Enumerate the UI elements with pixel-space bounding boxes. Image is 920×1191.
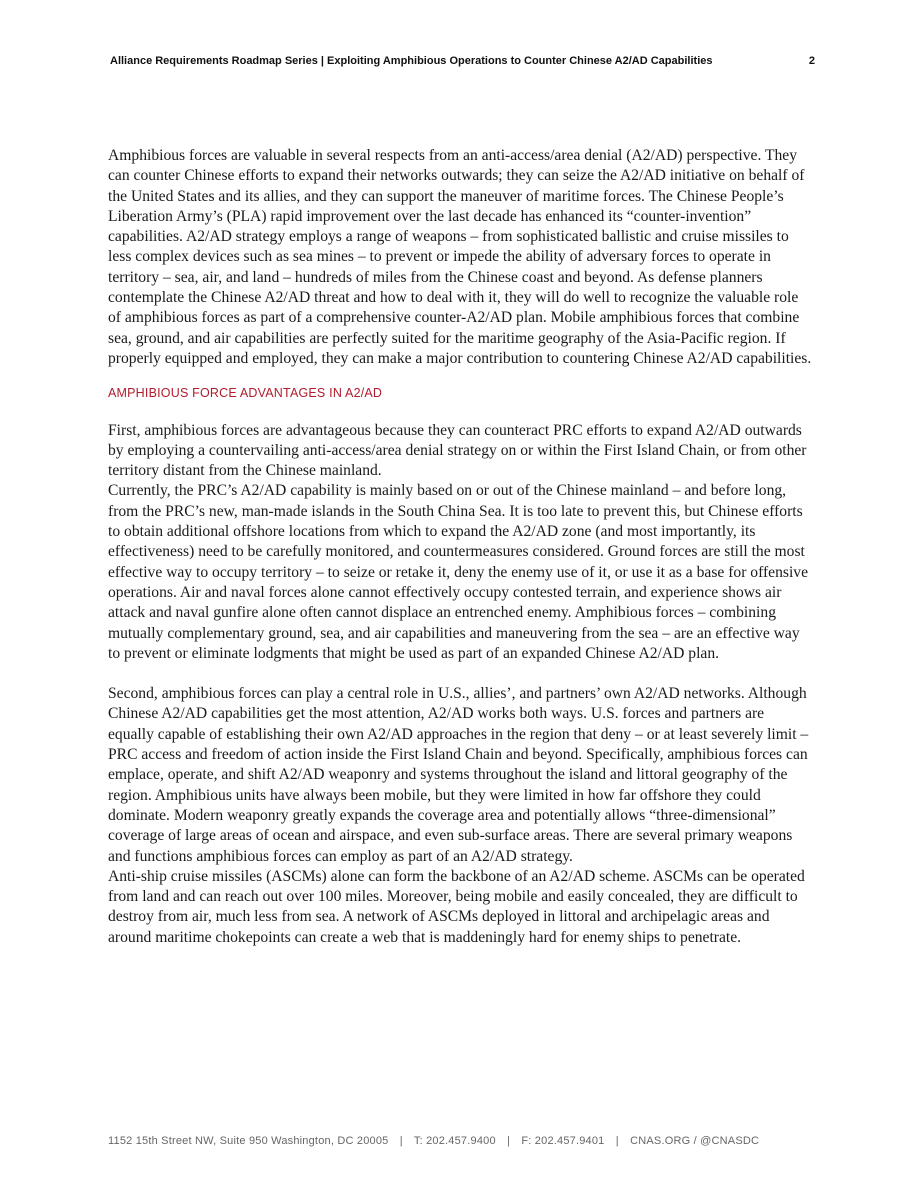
footer-address: 1152 15th Street NW, Suite 950 Washington, DC 20005 (108, 1135, 389, 1147)
paragraph-ascm: Anti-ship cruise missiles (ASCMs) alone can form the backbone of an A2/AD scheme. ASCMs can be operated from land and can reach out over 100 miles. Moreover, being mobile and easily concealed, they are difficult to destroy from air, much less from sea. A network of ASCMs deployed in littoral and archipelagic areas and around maritime chokepoints can create a web that is maddeningly hard for enemy ships to penetrate. (108, 867, 805, 946)
section-heading: AMPHIBIOUS FORCE ADVANTAGES IN A2/AD (108, 386, 383, 401)
footer-phone: T: 202.457.9400 (413, 1135, 496, 1147)
page-footer (108, 1135, 828, 1147)
header-title: Alliance Requirements Roadmap Series | Exploiting Amphibious Operations to Counter Chinese A2/AD Capabilities (110, 55, 713, 67)
paragraph-currently: Currently, the PRC’s A2/AD capability is mainly based on or out of the Chinese mainland – and before long, from the PRC’s new, man-made islands in the South China Sea. It is too late to prevent this, but Chinese efforts to obtain additional offshore locations from which to expand the A2/AD zone (and most importantly, its effectiveness) need to be carefully monitored, and countermeasures considered. Ground forces are still the most effective way to occupy territory – to seize or retake it, deny the enemy use of it, or use it as a base for offensive operations. Air and naval forces alone cannot effectively occupy contested terrain, and experience shows air attack and naval gunfire alone often cannot displace an entrenched enemy. Amphibious forces – combining mutually complementary ground, sea, and air capabilities and maneuvering from the sea – are an effective way to prevent or eliminate lodgments that might be used as part of an expanded Chinese A2/AD plan. (108, 482, 809, 662)
footer-website-link[interactable]: CNAS.ORG / @CNASDC (630, 1135, 760, 1147)
paragraph-second: Second, amphibious forces can play a central role in U.S., allies’, and partners’ own A2/AD networks. Although Chinese A2/AD capabilities get the most attention, A2/AD works both ways. U.S. forces and partners are equally capable of establishing their own A2/AD approaches in the region that deny – or at least severely limit – PRC access and freedom of action inside the First Island Chain and beyond. Specifically, amphibious forces can emplace, operate, and shift A2/AD weaponry and systems throughout the island and littoral geography of the region. Amphibious units have always been mobile, but they were limited in how far offshore they could dominate. Modern weaponry greatly expands the coverage area and potentially allows “three-dimensional” coverage of large areas of ocean and airspace, and even sub-surface areas. There are several primary weapons and functions amphibious forces can employ as part of an A2/AD strategy. (108, 685, 809, 865)
page-body (108, 146, 813, 948)
footer-separator: | (399, 1135, 403, 1147)
running-header (110, 55, 815, 67)
page-number: 2 (808, 55, 815, 67)
footer-separator: | (507, 1135, 511, 1147)
intro-paragraph: Amphibious forces are valuable in several respects from an anti-access/area denial (A2/AD) perspective. They can counter Chinese efforts to expand their networks outwards; they can seize the A2/AD initiative on behalf of the United States and its allies, and they can support the maneuver of maritime forces. The Chinese People’s Liberation Army’s (PLA) rapid improvement over the last decade has enhanced its “counter-invention” capabilities. A2/AD strategy employs a range of weapons – from sophisticated ballistic and cruise missiles to less complex devices such as sea mines – to prevent or impede the ability of adversary forces to operate in territory – sea, air, and land – hundreds of miles from the Chinese coast and beyond. As defense planners contemplate the Chinese A2/AD threat and how to deal with it, they will do well to recognize the valuable role of amphibious forces as part of a comprehensive counter-A2/AD plan. Mobile amphibious forces that combine sea, ground, and air capabilities are perfectly suited for the maritime geography of the Asia-Pacific region. If properly equipped and employed, they can make a major contribution to countering Chinese A2/AD capabilities. (108, 147, 812, 367)
footer-fax: F: 202.457.9401 (521, 1135, 605, 1147)
paragraph-first: First, amphibious forces are advantageous because they can counteract PRC efforts to expand A2/AD outwards by employing a countervailing anti-access/area denial strategy on or within the First Island Chain, or from other territory distant from the Chinese mainland. (108, 421, 807, 480)
footer-separator: | (615, 1135, 619, 1147)
